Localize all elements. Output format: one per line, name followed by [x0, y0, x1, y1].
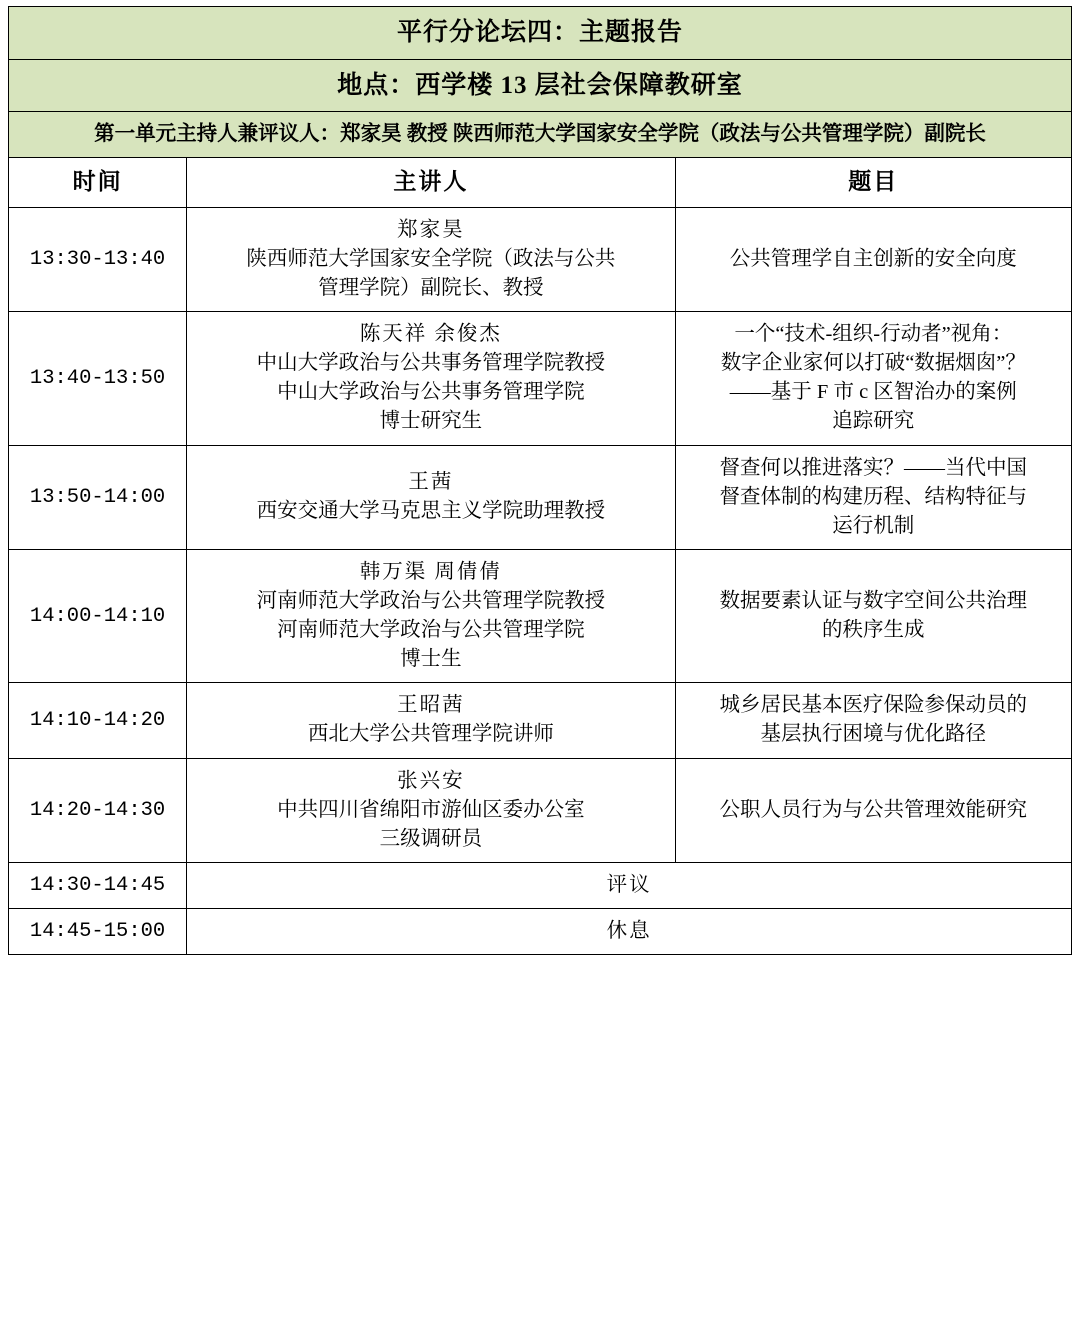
topic-line: 追踪研究 — [832, 410, 915, 433]
row-activity-label: 评议 — [187, 862, 1072, 908]
table-row — [9, 758, 1072, 862]
topic-line: 城乡居民基本医疗保险参保动员的 — [719, 694, 1028, 717]
row-topic — [675, 683, 1071, 758]
row-topic — [675, 549, 1071, 682]
forum-title-row — [9, 7, 1072, 60]
column-header-topic: 题目 — [675, 158, 1071, 208]
speaker-affiliation-line: 陕西师范大学国家安全学院（政法与公共 — [246, 247, 616, 270]
table-header-row — [9, 158, 1072, 208]
topic-line: 公共管理学自主创新的安全向度 — [729, 247, 1017, 270]
row-time: 14:20-14:30 — [9, 758, 187, 862]
row-speaker — [187, 549, 675, 682]
table-row — [9, 908, 1072, 954]
schedule-table — [8, 6, 1072, 955]
speaker-name: 张兴安 — [397, 769, 465, 792]
speaker-affiliation-line: 三级调研员 — [379, 827, 483, 850]
venue-row — [9, 59, 1072, 112]
row-topic — [675, 207, 1071, 311]
row-activity-label: 休息 — [187, 908, 1072, 954]
topic-line: 督查何以推进落实？——当代中国 — [719, 456, 1028, 479]
row-topic — [675, 445, 1071, 549]
speaker-affiliation-line: 管理学院）副院长、教授 — [318, 276, 544, 299]
row-time: 13:50-14:00 — [9, 445, 187, 549]
table-row — [9, 207, 1072, 311]
table-row — [9, 312, 1072, 445]
speaker-affiliation-line: 中山大学政治与公共事务管理学院 — [277, 381, 585, 404]
venue-text: 地点：西学楼 13 层社会保障教研室 — [9, 59, 1072, 112]
topic-line: 数字企业家何以打破“数据烟囱”？ — [720, 352, 1026, 375]
speaker-name: 王昭茜 — [397, 694, 465, 717]
forum-title: 平行分论坛四：主题报告 — [9, 7, 1072, 60]
topic-line: 数据要素认证与数字空间公共治理 — [719, 589, 1028, 612]
row-time: 14:00-14:10 — [9, 549, 187, 682]
row-speaker — [187, 312, 675, 445]
table-row — [9, 862, 1072, 908]
speaker-name: 韩万渠 周倩倩 — [359, 560, 502, 583]
topic-line: 一个“技术-组织-行动者”视角： — [734, 323, 1013, 346]
speaker-affiliation-line: 中共四川省绵阳市游仙区委办公室 — [277, 798, 585, 821]
topic-line: 公职人员行为与公共管理效能研究 — [719, 798, 1028, 821]
topic-line: ——基于 F 市 c 区智治办的案例 — [729, 381, 1017, 404]
topic-line: 的秩序生成 — [822, 619, 925, 642]
column-header-speaker: 主讲人 — [187, 158, 675, 208]
topic-line: 运行机制 — [832, 514, 915, 537]
row-speaker — [187, 683, 675, 758]
row-topic — [675, 758, 1071, 862]
speaker-affiliation-line: 河南师范大学政治与公共管理学院 — [277, 619, 585, 642]
speaker-affiliation-line: 中山大学政治与公共事务管理学院教授 — [256, 352, 606, 375]
speaker-name: 陈天祥 余俊杰 — [359, 323, 502, 346]
speaker-name: 王茜 — [408, 471, 454, 494]
chair-text: 第一单元主持人兼评议人：郑家昊 教授 陕西师范大学国家安全学院（政法与公共管理学院）副院长 — [9, 112, 1072, 158]
table-row — [9, 549, 1072, 682]
speaker-affiliation-line: 河南师范大学政治与公共管理学院教授 — [256, 589, 606, 612]
speaker-affiliation-line: 博士生 — [400, 648, 462, 671]
speaker-affiliation-line: 西安交通大学马克思主义学院助理教授 — [256, 500, 606, 523]
table-row — [9, 445, 1072, 549]
row-speaker — [187, 445, 675, 549]
chair-row — [9, 112, 1072, 158]
row-time: 14:30-14:45 — [9, 862, 187, 908]
speaker-name: 郑家昊 — [397, 218, 465, 241]
row-speaker — [187, 758, 675, 862]
speaker-affiliation-line: 西北大学公共管理学院讲师 — [307, 723, 554, 746]
row-time: 14:10-14:20 — [9, 683, 187, 758]
topic-line: 基层执行困境与优化路径 — [760, 723, 987, 746]
row-time: 13:30-13:40 — [9, 207, 187, 311]
speaker-affiliation-line: 博士研究生 — [379, 410, 483, 433]
row-topic — [675, 312, 1071, 445]
topic-line: 督查体制的构建历程、结构特征与 — [719, 485, 1028, 508]
row-time: 14:45-15:00 — [9, 908, 187, 954]
column-header-time: 时间 — [9, 158, 187, 208]
table-row — [9, 683, 1072, 758]
row-time: 13:40-13:50 — [9, 312, 187, 445]
row-speaker — [187, 207, 675, 311]
